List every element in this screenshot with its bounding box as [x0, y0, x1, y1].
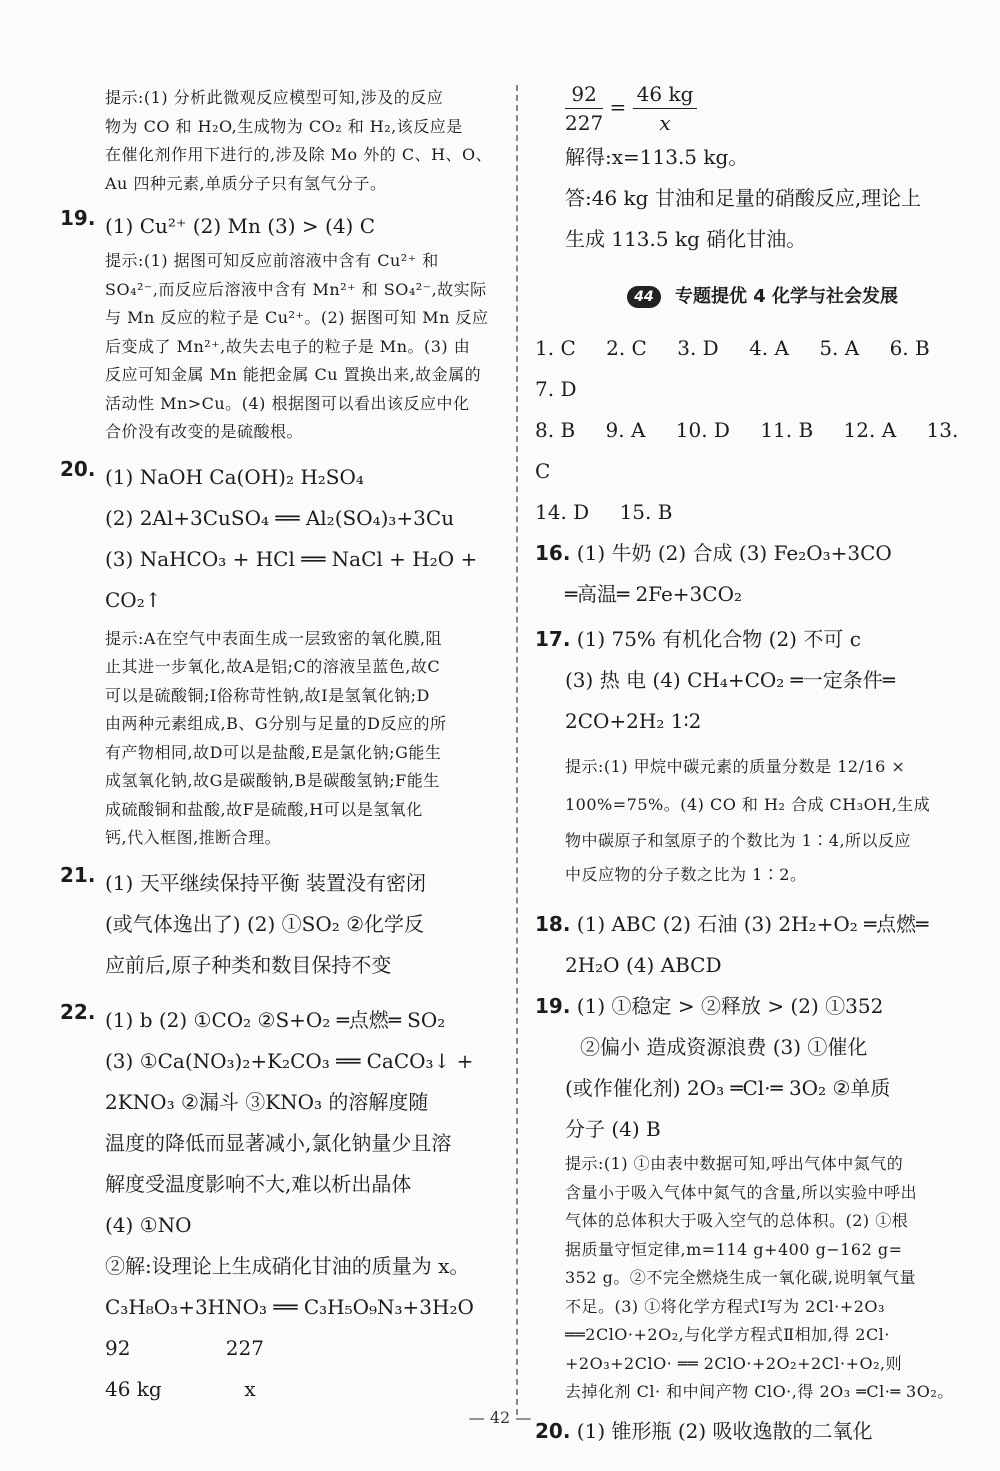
column-divider — [516, 85, 518, 1415]
denominator: x — [659, 111, 671, 135]
question-22 — [60, 999, 495, 1410]
mc-item: 6. B — [889, 336, 930, 360]
question-number: 20. — [535, 1418, 571, 1443]
hint-line: 气体的总体积大于吸入空气的总体积。(2) ①根 — [565, 1211, 909, 1230]
right-column — [535, 80, 960, 1452]
hint-line: 100%=75%。(4) CO 和 H₂ 合成 CH₃OH,生成 — [565, 795, 931, 814]
question-number: 19. — [60, 206, 96, 230]
answer-line: (4) ①NO — [105, 1212, 192, 1237]
hint-line: 成硫酸铜和盐酸,故F是硫酸,H可以是氢氧化 — [105, 799, 423, 819]
multiple-choice-answers — [535, 328, 960, 533]
question-number: 19. — [535, 994, 571, 1018]
answer-line: 92 227 — [105, 1335, 264, 1360]
answer-line: ═高温═ 2Fe+3CO₂ — [565, 582, 742, 606]
denominator: 227 — [565, 111, 604, 135]
mc-item: 7. D — [535, 377, 577, 401]
answer-text: (1) 牛奶 (2) 合成 (3) Fe₂O₃+3CO — [576, 541, 892, 565]
answer-line: 答:46 kg 甘油和足量的硝酸反应,理论上 — [565, 186, 922, 210]
answer-line: 生成 113.5 kg 硝化甘油。 — [565, 227, 807, 251]
answer-line: ②解:设理论上生成硝化甘油的质量为 x。 — [105, 1253, 470, 1278]
left-column — [60, 80, 495, 1410]
hint-line: 提示:A在空气中表面生成一层致密的氧化膜,阻 — [105, 628, 443, 648]
question-18 — [535, 904, 960, 986]
mc-row — [535, 328, 960, 410]
question-number: 21. — [60, 862, 96, 887]
hint-line: 成氢氧化钠,故G是碳酸钠,B是碳酸氢钠;F能生 — [105, 771, 440, 790]
mc-item: 14. D — [535, 500, 590, 524]
hint-line: 反应可知金属 Mn 能把金属 Cu 置换出来,故金属的 — [105, 365, 482, 384]
hint-line: 物为 CO 和 H₂O,生成物为 CO₂ 和 H₂,该反应是 — [105, 116, 463, 136]
answer-text: (1) ABC (2) 石油 (3) 2H₂+O₂ ═点燃═ — [576, 912, 929, 936]
hint-line: 不足。(3) ①将化学方程式Ⅰ写为 2Cl·+2O₃ — [565, 1296, 885, 1316]
answer-line: (1) b (2) ①CO₂ ②S+O₂ ═点燃═ SO₂ — [105, 1007, 446, 1032]
answer-line: 应前后,原子种类和数目保持不变 — [105, 952, 392, 977]
hint-line: 中反应物的分子数之比为 1∶2。 — [565, 865, 807, 884]
mc-item: 2. C — [606, 336, 647, 360]
hint-18 — [105, 84, 495, 198]
hint-line: 物中碳原子和氢原子的个数比为 1∶4,所以反应 — [565, 831, 912, 850]
answer-line: (2) 2Al+3CuSO₄ ══ Al₂(SO₄)₃+3Cu — [105, 505, 455, 530]
answer-line: 2KNO₃ ②漏斗 ③KNO₃ 的溶解度随 — [105, 1089, 429, 1114]
answer-line: (或作催化剂) 2O₃ ═Cl·═ 3O₂ ②单质 — [565, 1076, 891, 1100]
hint-line: 有产物相同,故D可以是盐酸,E是氯化钠;G能生 — [105, 742, 442, 762]
answer-line — [535, 533, 960, 574]
mc-item: 15. B — [619, 500, 673, 524]
answer-text: (1) 75% 有机化合物 (2) 不可 c — [576, 627, 861, 651]
answer-line: 2H₂O (4) ABCD — [565, 953, 722, 977]
hint-line: 与 Mn 反应的粒子是 Cu²⁺。(2) 据图可知 Mn 反应 — [105, 308, 489, 327]
answer-line: (3) ①Ca(NO₃)₂+K₂CO₃ ══ CaCO₃↓ + — [105, 1048, 474, 1073]
equals-sign: = — [609, 95, 627, 119]
numerator: 92 — [565, 80, 603, 109]
hint-line: 止其进一步氧化,故A是铝;C的溶液呈蓝色,故C — [105, 657, 441, 676]
mc-item: 3. D — [677, 336, 719, 360]
hint-line: Au 四种元素,单质分子只有氢气分子。 — [105, 173, 387, 193]
hint-line: ══2ClO·+2O₂,与化学方程式Ⅱ相加,得 2Cl· — [565, 1325, 890, 1344]
hint-line: 合价没有改变的是硫酸根。 — [105, 422, 304, 441]
answer-line: (3) NaHCO₃ + HCl ══ NaCl + H₂O + — [105, 546, 478, 571]
hint-line: 活动性 Mn>Cu。(4) 根据图可以看出该反应中化 — [105, 393, 470, 413]
question-19 — [535, 986, 960, 1150]
hint-line: +2O₃+2ClO· ══ 2ClO·+2O₂+2Cl·+O₂,则 — [565, 1353, 903, 1373]
mc-item: 1. C — [535, 336, 576, 360]
answer-line: (1) 天平继续保持平衡 装置没有密闭 — [105, 870, 427, 895]
hint-line: 后变成了 Mn²⁺,故失去电子的粒子是 Mn。(3) 由 — [105, 336, 471, 356]
mc-row — [535, 492, 960, 533]
question-number: 17. — [535, 627, 571, 651]
answer-line: 分子 (4) B — [565, 1117, 661, 1141]
hint-line: 提示:(1) 据图可知反应前溶液中含有 Cu²⁺ 和 — [105, 251, 439, 270]
mc-item: 9. A — [605, 418, 646, 442]
hint-19 — [565, 1150, 960, 1407]
answer-line: 解度受温度影响不大,难以析出晶体 — [105, 1171, 412, 1196]
mc-row — [535, 410, 960, 492]
hint-line: 在催化剂作用下进行的,涉及除 Mo 外的 C、H、O、 — [105, 145, 493, 164]
answer-line: CO₂↑ — [105, 587, 162, 612]
mc-item: 12. A — [843, 418, 897, 442]
hint-line: SO₄²⁻,而反应后溶液中含有 Mn²⁺ 和 SO₄²⁻,故实际 — [105, 279, 487, 299]
mc-item: 5. A — [819, 336, 860, 360]
question-19 — [60, 206, 495, 247]
hint-line: 可以是硫酸铜;I俗称苛性钠,故I是氢氧化钠;D — [105, 685, 430, 705]
mc-item: 8. B — [535, 418, 576, 442]
fraction — [565, 80, 603, 137]
hint-line: 去掉化剂 Cl· 和中间产物 ClO·,得 2O₃ ═Cl·═ 3O₂。 — [565, 1382, 954, 1401]
answer-line — [535, 904, 960, 945]
question-17 — [535, 619, 960, 742]
question-20 — [60, 456, 495, 621]
page-number: — 42 — — [468, 1408, 532, 1427]
answer-line: 温度的降低而显著减小,氯化钠量少且溶 — [105, 1130, 452, 1155]
hint-line: 提示:(1) ①由表中数据可知,呼出气体中氮气的 — [565, 1154, 904, 1173]
answer-line: 2CO+2H₂ 1∶2 — [565, 709, 702, 733]
question-number: 18. — [535, 912, 571, 936]
hint-17 — [565, 748, 960, 892]
hint-line: 352 g。②不完全燃烧生成一氧化碳,说明氧气量 — [565, 1268, 916, 1287]
question-number: 22. — [60, 999, 96, 1024]
hint-line: 提示:(1) 分析此微观反应模型可知,涉及的反应 — [105, 88, 444, 107]
answer-line: (3) 热 电 (4) CH₄+CO₂ ═一定条件═ — [565, 668, 895, 692]
mc-item: 11. B — [760, 418, 814, 442]
mc-item: 10. D — [675, 418, 730, 442]
hint-line: 据质量守恒定律,m=114 g+400 g−162 g= — [565, 1239, 903, 1259]
hint-line: 提示:(1) 甲烷中碳元素的质量分数是 12/16 × — [565, 757, 906, 776]
answer-line: ②偏小 造成资源浪费 (3) ①催化 — [580, 1035, 868, 1059]
answer-line — [535, 619, 960, 660]
answer-text: (1) ①稳定 > ②释放 > (2) ①352 — [576, 994, 884, 1018]
answer-line: (1) NaOH Ca(OH)₂ H₂SO₄ — [105, 464, 364, 489]
answer-line: (1) Cu²⁺ (2) Mn (3) > (4) C — [105, 214, 375, 238]
answer-line: 46 kg x — [105, 1376, 256, 1401]
hint-line: 含量小于吸入气体中氮气的含量,所以实验中呼出 — [565, 1182, 918, 1202]
fraction — [633, 80, 698, 137]
solve-line: 解得:x=113.5 kg。 — [565, 145, 749, 169]
answer-text: (1) 锥形瓶 (2) 吸收逸散的二氧化 — [576, 1418, 873, 1443]
hint-line: 由两种元素组成,B、G分别与足量的D反应的所 — [105, 714, 447, 733]
answer-line — [535, 986, 960, 1027]
question-16 — [535, 533, 960, 615]
answer-line: C₃H₈O₃+3HNO₃ ══ C₃H₅O₉N₃+3H₂O — [105, 1294, 474, 1319]
mc-item: 4. A — [749, 336, 789, 360]
section-heading — [565, 282, 960, 308]
question-21 — [60, 862, 495, 986]
question-number: 20. — [60, 456, 96, 481]
hint-19 — [105, 247, 495, 447]
hint-20 — [105, 625, 495, 853]
numerator: 46 kg — [633, 80, 698, 109]
mc-item: 13. C — [535, 418, 959, 483]
question-number: 16. — [535, 541, 571, 565]
hint-line: 钙,代入框图,推断合理。 — [105, 828, 282, 847]
section-title: 专题提优 4 化学与社会发展 — [674, 286, 899, 307]
section-badge: 44 — [627, 286, 661, 308]
answer-line: (或气体逸出了) (2) ①SO₂ ②化学反 — [105, 911, 425, 936]
calc-proportion — [565, 80, 960, 137]
